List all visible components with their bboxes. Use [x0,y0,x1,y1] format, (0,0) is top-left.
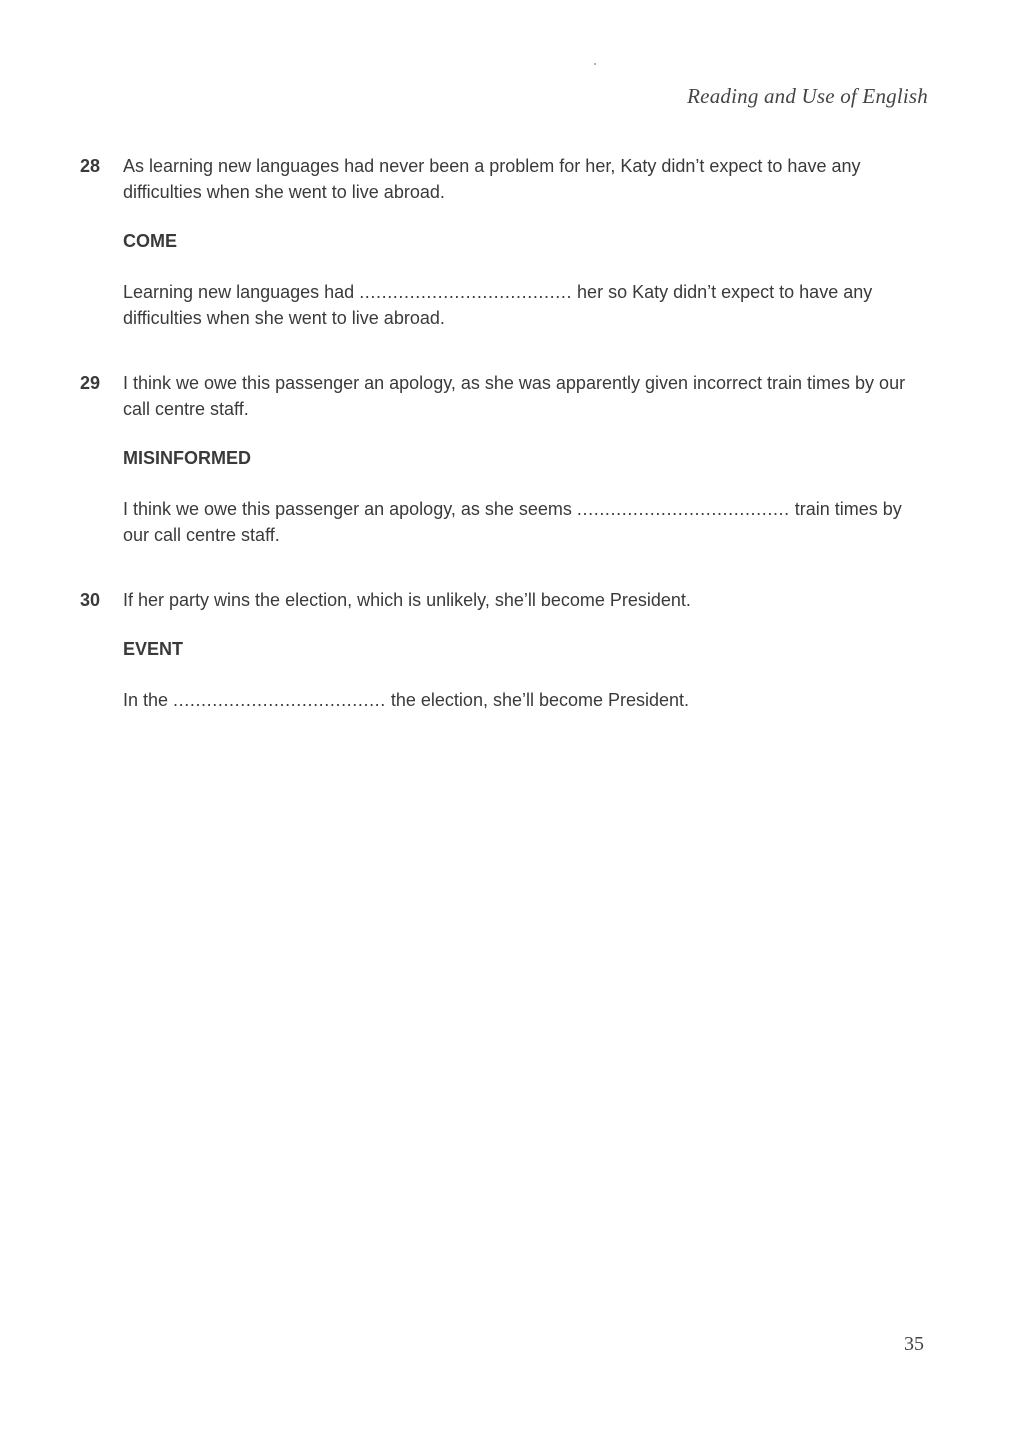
question-28 [80,153,940,331]
answer-sentence [123,687,928,713]
answer-after: her so Katy didn’t expect to have any difficulties when she went to live abroad. [123,282,873,328]
question-keyword: EVENT [123,639,184,659]
answer-before: Learning new languages had [123,282,360,302]
answer-gap[interactable]: ...................................... [576,499,790,519]
scan-speck [594,63,596,65]
question-keyword: COME [123,231,177,251]
page-number: 35 [904,1333,924,1355]
question-body [123,370,928,548]
question-30 [80,587,940,713]
question-29 [80,370,940,548]
answer-sentence [123,279,928,331]
question-body [123,587,928,713]
answer-after: the election, she’ll become President. [385,690,690,710]
question-number: 28 [80,156,101,176]
section-header: Reading and Use of English [687,84,928,108]
question-number: 29 [80,373,101,393]
answer-before: I think we owe this passenger an apology, as she seems [123,499,577,519]
question-number: 30 [80,590,101,610]
answer-gap[interactable]: ...................................... [173,690,386,710]
answer-after: train times by our call centre staff. [123,499,902,545]
answer-before: In the [123,690,174,710]
question-sentence: As learning new languages had never been a problem for her, Katy didn’t expect to have any difficulties when she went to live abroad. [123,156,861,202]
question-sentence: If her party wins the election, which is unlikely, she’ll become President. [123,590,691,610]
answer-gap[interactable]: ...................................... [359,282,573,302]
question-sentence: I think we owe this passenger an apology, as she was apparently given incorrect train times by our call centre staff. [123,373,906,419]
question-keyword: MISINFORMED [123,448,251,468]
answer-sentence [123,496,928,548]
question-body [123,153,928,331]
